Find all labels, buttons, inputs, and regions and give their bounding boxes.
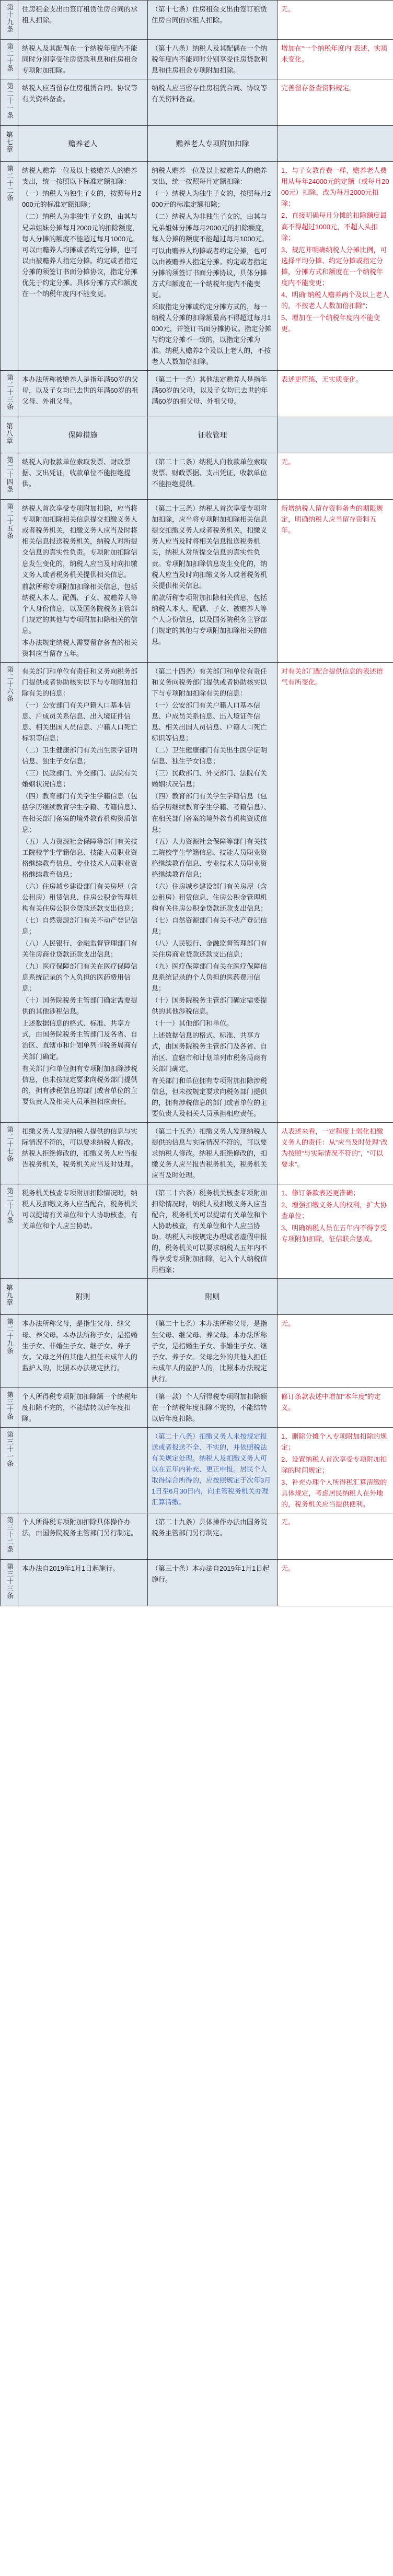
old-provision-paragraph: 本办法规定纳税人需要留存备查的相关资料应当留存五年。 (22, 638, 138, 657)
new-provision (148, 40, 278, 79)
article-row (1, 1, 393, 40)
change-note-paragraph: 5、增加在一个纳税年度内不能变更。 (281, 313, 380, 333)
new-provision-paragraph: 上述数据信息的格式、标准、共享方式，由国务院税务主管部门及各省、自治区、直辖市和计划单列市税务局商有关部门确定。 (152, 1031, 268, 1073)
old-provision (18, 500, 148, 663)
new-provision (148, 1184, 278, 1279)
old-provision-paragraph: （一）公安部门有关户籍人口基本信息、户成员关系信息、出入境证件信息、相关出国人员信息、户籍人口死亡标识等信息； (22, 701, 138, 743)
new-provision-paragraph: （十一）其他部门和单位。 (152, 1019, 234, 1028)
old-provision (18, 1, 148, 40)
old-provision (18, 453, 148, 500)
change-note (278, 1513, 393, 1560)
old-provision-paragraph: 上述数据信息的格式、标准、共享方式，由国务院税务主管部门及各省、自治区、直辖市和计划单列市税务局商有关部门确定。 (22, 1019, 138, 1061)
old-provision-paragraph: 纳税人赡养一位及以上被赡养人的赡养支出，统一按照以下标准定额扣除： (22, 167, 138, 186)
new-provision (148, 79, 278, 126)
old-provision (18, 79, 148, 126)
new-provision (148, 1560, 278, 1606)
new-provision-paragraph: （七）自然资源部门有关不动产登记信息； (152, 916, 268, 935)
article-row (1, 1122, 393, 1184)
old-provision-paragraph: （九）医疗保障部门有关在医疗保障信息系统记录的个人负担的医药费用信息； (22, 962, 138, 993)
section-note (278, 126, 393, 162)
article-number (1, 1513, 18, 1560)
new-provision-paragraph: （第二十三条）纳税人首次享受专项附加扣除，应当将专项附加扣除相关信息提交扣缴义务人或者税务机关，扣缴义务人应当及时将相关信息报送税务机关，纳税人对所提交信息的真实性负责。专项附加扣除信息发生变化的，纳税人应当及时向扣缴义务人或者税务机关提供相关信息。 (152, 504, 268, 590)
new-provision (148, 371, 278, 417)
new-provision-paragraph: （九）医疗保障部门有关在医疗保障信息系统记录的个人负担的医药费用信息； (152, 962, 268, 993)
article-row (1, 40, 393, 79)
new-provision-paragraph: 采取指定分摊或约定分摊方式的，每一纳税人分摊的扣除额最高不得超过每月1000元，并签订书面分摊协议。指定分摊与约定分摊不一致的，以指定分摊为准。纳税人赡养2个及以上老人的，不按老人人数加倍扣除。 (152, 302, 272, 366)
new-provision (148, 1513, 278, 1560)
new-provision-paragraph: （第二十九条）具体操作办法由国务院税务主管部门另行制定。 (152, 1518, 268, 1537)
old-provision-paragraph: 个人所得税专项附加扣除额一个纳税年度扣除不完的，不能结转以后年度扣除。 (22, 1392, 138, 1422)
article-number (1, 79, 18, 126)
article-number (1, 126, 18, 162)
article-row (1, 1387, 393, 1427)
new-provision-paragraph: 可以由赡养人均摊或者约定分摊，也可以由被赡养人指定分摊。约定或者指定分摊的须签订书面分摊协议，具体分摊方式和额度在一个纳税年度内不能变更。 (152, 246, 268, 299)
change-note-paragraph: 3、补充办理个人所得税汇算清缴的具体规定，考虑居民纳税人在外地的，税务机关应当提供便利。 (281, 1478, 387, 1509)
section-new-title: 赡养老人专项附加扣除 (148, 126, 278, 162)
old-provision (18, 1427, 148, 1513)
new-provision-paragraph: （一）公安部门有关户籍人口基本信息、户成员关系信息、出入境证件信息、相关出国人员信息、户籍人口死亡标识等信息； (152, 701, 268, 743)
new-provision (148, 1387, 278, 1427)
change-note-paragraph: 表述更简练，无实质变化。 (281, 375, 363, 384)
change-note (278, 371, 393, 417)
article-row (1, 453, 393, 500)
new-provision (148, 453, 278, 500)
change-note-paragraph: 4、明确“纳税人赡养两个及以上老人的，不按老人人数加倍扣除”； (281, 290, 389, 310)
change-note-paragraph: 完善留存备查资料规定。 (281, 84, 356, 92)
new-provision-paragraph: （十）国务院税务主管部门确定需要提供的其他涉税信息。 (152, 996, 268, 1016)
change-note-paragraph: 2、设置纳税人首次享受专项附加扣除的时间规定； (281, 1455, 387, 1475)
article-row (1, 371, 393, 417)
article-number (1, 417, 18, 453)
old-provision-paragraph: （十）国务院税务主管部门确定需要提供的其他涉税信息。 (22, 996, 138, 1016)
change-note (278, 453, 393, 500)
change-note (278, 662, 393, 1122)
change-note (278, 1560, 393, 1606)
old-provision-paragraph: 前款所称专项附加扣除相关信息，包括纳税人本人、配偶、子女、被赡养人等个人身份信息，以及国务院税务主管部门规定的其他与专项附加扣除相关的信息。 (22, 582, 138, 634)
section-row (1, 126, 393, 162)
article-row (1, 162, 393, 371)
change-note (278, 1122, 393, 1184)
old-provision-paragraph: 本办法自2019年1月1日起施行。 (22, 1565, 120, 1573)
old-provision (18, 1122, 148, 1184)
new-provision-paragraph: （第十七条）住房租金支出由签订租赁住房合同的承租人扣除。 (152, 5, 268, 25)
new-provision-paragraph: （第二十五条）扣缴义务人发现纳税人提供的信息与实际情况不符的，可以要求纳税人修改。纳税人拒绝修改的，扣缴义务人应当报告税务机关，税务机关应当及时处理。 (152, 1127, 268, 1179)
article-number-label: 第二十条 (6, 43, 14, 73)
new-provision-paragraph: （第三十条）本办法自2019年1月1日起施行。 (152, 1565, 270, 1584)
change-note (278, 79, 393, 126)
change-note (278, 1, 393, 40)
change-note-paragraph: 3、规范并明确纳税人分摊比例，可选择平均分摊、约定分摊或指定分摊，分摊方式和额度在一个纳税年度内不能变更； (281, 245, 387, 287)
change-note-paragraph: 无。 (281, 1320, 295, 1328)
new-provision-paragraph: （八）人民银行、金融监督管理部门有关住房商业贷款还款支出信息； (152, 939, 268, 959)
article-number-label: 第三十三条 (6, 1563, 14, 1600)
new-provision-paragraph: 有关部门和单位拥有专项附加扣除涉税信息，但未按规定要求向税务部门提供的，拥有涉税信息的部门或者单位的主要负责人及相关人员承担相应责任。 (152, 1076, 268, 1118)
article-number (1, 1184, 18, 1279)
change-note-paragraph: 无。 (281, 1565, 295, 1573)
section-note (278, 1279, 393, 1315)
change-note-paragraph: 无。 (281, 5, 295, 13)
new-provision-paragraph: 纳税人应当留存住房租赁合同、协议等有关资料备查。 (152, 84, 268, 103)
new-provision (148, 1, 278, 40)
old-provision (18, 162, 148, 371)
change-note-paragraph: 2、直接明确每月分摊的扣除额度最高不得超过1000元，不超人头扣除； (281, 211, 387, 242)
change-note-paragraph: 1、与子女教育费一样，赡养老人费用从每年24000元的定额（或每月2000元）扣除，改为每月2000元扣除； (281, 167, 389, 208)
old-provision-paragraph: （六）住房城乡建设部门有关房屋（含公租房）租赁信息、住房公积金管理机构有关住房公积金贷款还款支出信息； (22, 882, 138, 912)
article-number (1, 453, 18, 500)
article-number (1, 371, 18, 417)
change-note-paragraph: 无。 (281, 1518, 295, 1526)
old-provision-paragraph: （四）教育部门有关学生学籍信息（包括学历继续教育学生学籍、考籍信息）、在相关部门备案的境外教育机构资质信息； (22, 792, 141, 833)
old-provision-paragraph: 税务机关核查专项附加扣除情况时，纳税人及扣缴义务人应当配合，税务机关可以提请有关单位和个人协助核查，有关单位和个人应当协助。 (22, 1189, 138, 1230)
article-number-label: 第二十七条 (6, 1125, 14, 1162)
change-note-paragraph: 对有关部门配合提供信息的表述语气有所变化。 (281, 667, 384, 686)
new-provision-paragraph: （第二十七条）本办法所称父母，是指生父母、继父母、养父母。本办法所称子女，是指婚生子女、非婚生子女、继子女、养子女。父母之外的其他人担任未成年人的监护人的，比照本办法规定执行。 (152, 1320, 268, 1383)
article-number (1, 1122, 18, 1184)
article-number-label: 第二十一条 (6, 83, 14, 120)
new-provision-paragraph: （第十八条）纳税人及其配偶在一个纳税年度内不能同时分别享受住房贷款利息和住房租金专项附加扣除。 (152, 44, 268, 75)
old-provision-paragraph: 纳税人应当留存住房租赁合同、协议等有关资料备查。 (22, 84, 138, 103)
old-provision-paragraph: 本办法所称父母，是指生父母、继父母、养父母。本办法所称子女，是指婚生子女、非婚生子女、继子女、养子女。父母之外的其他人担任未成年人的监护人的，比照本办法规定执行。 (22, 1320, 138, 1372)
old-provision-paragraph: （五）人力资源社会保障等部门有关技工院校学生学籍信息、技能人员职业资格继续教育信息、专业技术人员职业资格继续教育信息； (22, 837, 138, 878)
old-provision-paragraph: 纳税人向收款单位索取发票、财政票据、支出凭证，收款单位不能拒绝提供。 (22, 458, 131, 488)
old-provision-paragraph: （三）民政部门、外交部门、法院有关婚姻状况信息； (22, 769, 138, 789)
new-provision-paragraph: （二）纳税人为非独生子女的，由其与兄弟姐妹分摊每月2000元的扣除额度，每人分摊的额度不能超过每月1000元。 (152, 213, 269, 243)
change-note (278, 1184, 393, 1279)
old-provision-paragraph: 个人所得税专项附加扣除具体操作办法，由国务院税务主管部门另行制定。 (22, 1518, 138, 1537)
old-provision-paragraph: 有关部门和单位有责任和义务向税务部门提供或者协助核实以下与专项附加扣除有关的信息： (22, 667, 138, 698)
change-note-paragraph: 修订条款表述中增加“本年度”的定义。 (281, 1392, 381, 1411)
new-provision-paragraph: 纳税人赡养一位及以上被赡养人的赡养支出，统一按照每月定额扣除： (152, 167, 268, 186)
old-provision (18, 1560, 148, 1606)
old-provision-paragraph: 本办法所称被赡养人是指年满60岁的父母，以及子女均已去世的年满60岁的祖父母、外祖父母。 (22, 375, 138, 406)
change-note (278, 500, 393, 663)
article-number-label: 第二十九条 (6, 1318, 14, 1355)
article-row (1, 500, 393, 663)
change-note (278, 40, 393, 79)
section-old-title: 保障措施 (18, 417, 148, 453)
change-note-paragraph: 从表述来看，一定程度上弱化扣缴义务人的责任：从“应当及时处理”改为按照“与实际情况不符的”，“可以要求”。 (281, 1127, 388, 1168)
article-number (1, 662, 18, 1122)
article-row (1, 1427, 393, 1513)
change-note (278, 162, 393, 371)
new-provision-paragraph: （第二十一条）其他法定赡养人是指年满60岁的父母，以及子女均已去世的年满60岁的祖父母、外祖父母。 (152, 375, 268, 406)
article-number (1, 40, 18, 79)
old-provision-paragraph: 住房租金支出由签订租赁住房合同的承租人扣除。 (22, 5, 138, 25)
new-provision (148, 1427, 278, 1513)
article-row (1, 1513, 393, 1560)
article-row (1, 1315, 393, 1387)
article-number-label: 第三十二条 (6, 1516, 14, 1554)
old-provision (18, 1513, 148, 1560)
change-note-paragraph: 增加在“一个纳税年度内”表述，实质未变化。 (281, 44, 388, 64)
article-number (1, 1560, 18, 1606)
section-old-title: 赡养老人 (18, 126, 148, 162)
article-number (1, 500, 18, 663)
new-provision (148, 500, 278, 663)
change-note-paragraph: 1、修订条款表述更准确； (281, 1189, 360, 1197)
article-number-label: 第七章 (5, 131, 14, 154)
old-provision-paragraph: 纳税人首次享受专项附加扣除，应当将专项附加扣除相关信息提交扣缴义务人或者税务机关，扣缴义务人应当及时将相关信息报送税务机关，纳税人对所提交信息的真实性负责。专项附加扣除信息发生变化的，纳税人应当及时向扣缴义务人或者税务机关提供相关信息。 (22, 504, 138, 579)
change-note-paragraph: 2、增强扣缴义务人的权利，扩大协查单位； (281, 1201, 387, 1220)
article-number-label: 第二十六条 (6, 665, 14, 702)
article-number-label: 第二十八条 (6, 1187, 14, 1225)
article-number-label: 第十九条 (6, 4, 14, 33)
new-provision-paragraph: （四）教育部门有关学生学籍信息（包括学历继续教育学生学籍、考籍信息）、在相关部门备案的境外教育机构资质信息； (152, 792, 271, 833)
old-provision-paragraph: 扣缴义务人发现纳税人提供的信息与实际情况不符的，可以要求纳税人修改。纳税人拒绝修改的，扣缴义务人应当报告税务机关，税务机关应当及时处理。 (22, 1127, 138, 1168)
old-provision-paragraph: （一）纳税人为独生子女的，按照每月2000元的标准定额扣除； (22, 190, 142, 209)
change-note-paragraph: 无。 (281, 458, 295, 466)
old-provision (18, 40, 148, 79)
change-note-paragraph: 1、删除分摊个人专项附加扣除的规定； (281, 1432, 387, 1451)
old-provision-paragraph: 纳税人及其配偶在一个纳税年度内不能同时分别享受住房贷款利息和住房租金专项附加扣除。 (22, 44, 138, 75)
change-note-paragraph: 新增纳税人留存资料备查的期限规定，明确纳税人应当留存资料五年。 (281, 504, 384, 535)
new-provision (148, 1315, 278, 1387)
article-number (1, 1315, 18, 1387)
section-old-title: 附则 (18, 1279, 148, 1315)
article-row (1, 1560, 393, 1606)
article-number-label: 第二十二条 (6, 165, 14, 202)
new-provision-paragraph: 前款所称专项附加扣除相关信息，包括纳税人本人、配偶、子女、被赡养人等个人身份信息，以及国务院税务主管部门规定的其他与专项附加扣除相关的信息。 (152, 593, 268, 645)
old-provision (18, 1387, 148, 1427)
new-provision-paragraph: （一）纳税人为独生子女的，按照每月2000元的标准定额扣除； (152, 190, 271, 209)
change-note (278, 1315, 393, 1387)
new-provision-paragraph: （二）卫生健康部门有关出生医学证明信息、独生子女信息； (152, 746, 268, 766)
old-provision-paragraph: 有关部门和单位拥有专项附加扣除涉税信息，但未按规定要求向税务部门提供的，拥有涉税信息的部门或者单位的主要负责人及相关人员承担相应责任。 (22, 1064, 138, 1105)
article-number (1, 1387, 18, 1427)
section-row (1, 417, 393, 453)
article-number-label: 第九章 (5, 1284, 14, 1307)
old-provision (18, 662, 148, 1122)
article-number-label: 第八章 (5, 422, 14, 445)
old-provision-paragraph: （二）卫生健康部门有关出生医学证明信息、独生子女信息； (22, 746, 138, 766)
article-row (1, 662, 393, 1122)
section-new-title: 附则 (148, 1279, 278, 1315)
old-provision (18, 1315, 148, 1387)
change-note (278, 1387, 393, 1427)
article-number (1, 162, 18, 371)
article-row (1, 79, 393, 126)
old-provision (18, 1184, 148, 1279)
section-new-title: 征收管理 (148, 417, 278, 453)
section-row (1, 1279, 393, 1315)
new-provision-paragraph: （第二十六条）税务机关核查专项附加扣除情况时，纳税人及扣缴义务人应当配合，税务机关可以提请有关单位和个人协助核查，有关单位和个人应当协助。纳税人未按规定办理或者虚假申报的，税务机关可以要求纳税人五年内不得享受专项附加扣除，记入个人纳税信用档案； (152, 1189, 268, 1274)
new-provision (148, 662, 278, 1122)
article-row (1, 1184, 393, 1279)
section-note (278, 417, 393, 453)
article-number-label: 第二十四条 (6, 456, 14, 493)
old-provision (18, 371, 148, 417)
new-provision-paragraph: （第一款）个人所得税专项附加扣除额在一个纳税年度扣除不完的，不能结转以后年度扣除。 (152, 1392, 268, 1422)
article-number (1, 1427, 18, 1513)
new-provision-paragraph: （第二十八条）扣缴义务人未按规定报送或者报送不全、不实的，并依照税法有关规定处理。纳税人及扣缴义务人可以在五年内补充、更正申报。居民个人取得综合所得的，应按照规定于次年3月1日至6月30日内，向主管税务机关办理汇算清缴。 (152, 1432, 271, 1507)
article-number (1, 1279, 18, 1315)
new-provision (148, 1122, 278, 1184)
comparison-table-body (1, 1, 393, 1606)
new-provision (148, 162, 278, 371)
article-number-label: 第二十五条 (6, 503, 14, 540)
old-provision-paragraph: （七）自然资源部门有关不动产登记信息； (22, 916, 138, 935)
article-number-label: 第三十一条 (6, 1430, 14, 1467)
new-provision-paragraph: （第二十二条）纳税人向收款单位索取发票、财政票据、支出凭证，收款单位不能拒绝提供。 (152, 458, 268, 488)
old-provision-paragraph: （二）纳税人为非独生子女的，由其与兄弟姐妹分摊每月2000元的扣除额度，每人分摊的额度不能超过每月1000元。可以由赡养人均摊或者约定分摊，也可以由被赡养人指定分摊。约定或者指定分摊的须签订书面分摊协议，指定分摊优先于约定分摊。具体分摊方式和额度在一个纳税年度内不能变更。 (22, 213, 139, 298)
new-provision-paragraph: （三）民政部门、外交部门、法院有关婚姻状况信息； (152, 769, 268, 789)
new-provision-paragraph: （第二十四条）有关部门和单位有责任和义务向税务部门提供或者协助核实以下与专项附加扣除有关的信息： (152, 667, 268, 698)
article-number-label: 第三十条 (6, 1391, 14, 1420)
old-provision-paragraph: （八）人民银行、金融监督管理部门有关住房商业贷款还款支出信息； (22, 939, 138, 959)
new-provision-paragraph: （六）住房城乡建设部门有关房屋（含公租房）租赁信息、住房公积金管理机构有关住房公积金贷款还款支出信息； (152, 882, 268, 912)
change-note (278, 1427, 393, 1513)
new-provision-paragraph: （五）人力资源社会保障等部门有关技工院校学生学籍信息、技能人员职业资格继续教育信息、专业技术人员职业资格继续教育信息； (152, 837, 268, 878)
article-number-label: 第二十三条 (6, 374, 14, 411)
article-number (1, 1, 18, 40)
change-note-paragraph: 3、明确纳税人员在五年内不得享受专项附加扣除，征信联合惩戒。 (281, 1224, 387, 1243)
